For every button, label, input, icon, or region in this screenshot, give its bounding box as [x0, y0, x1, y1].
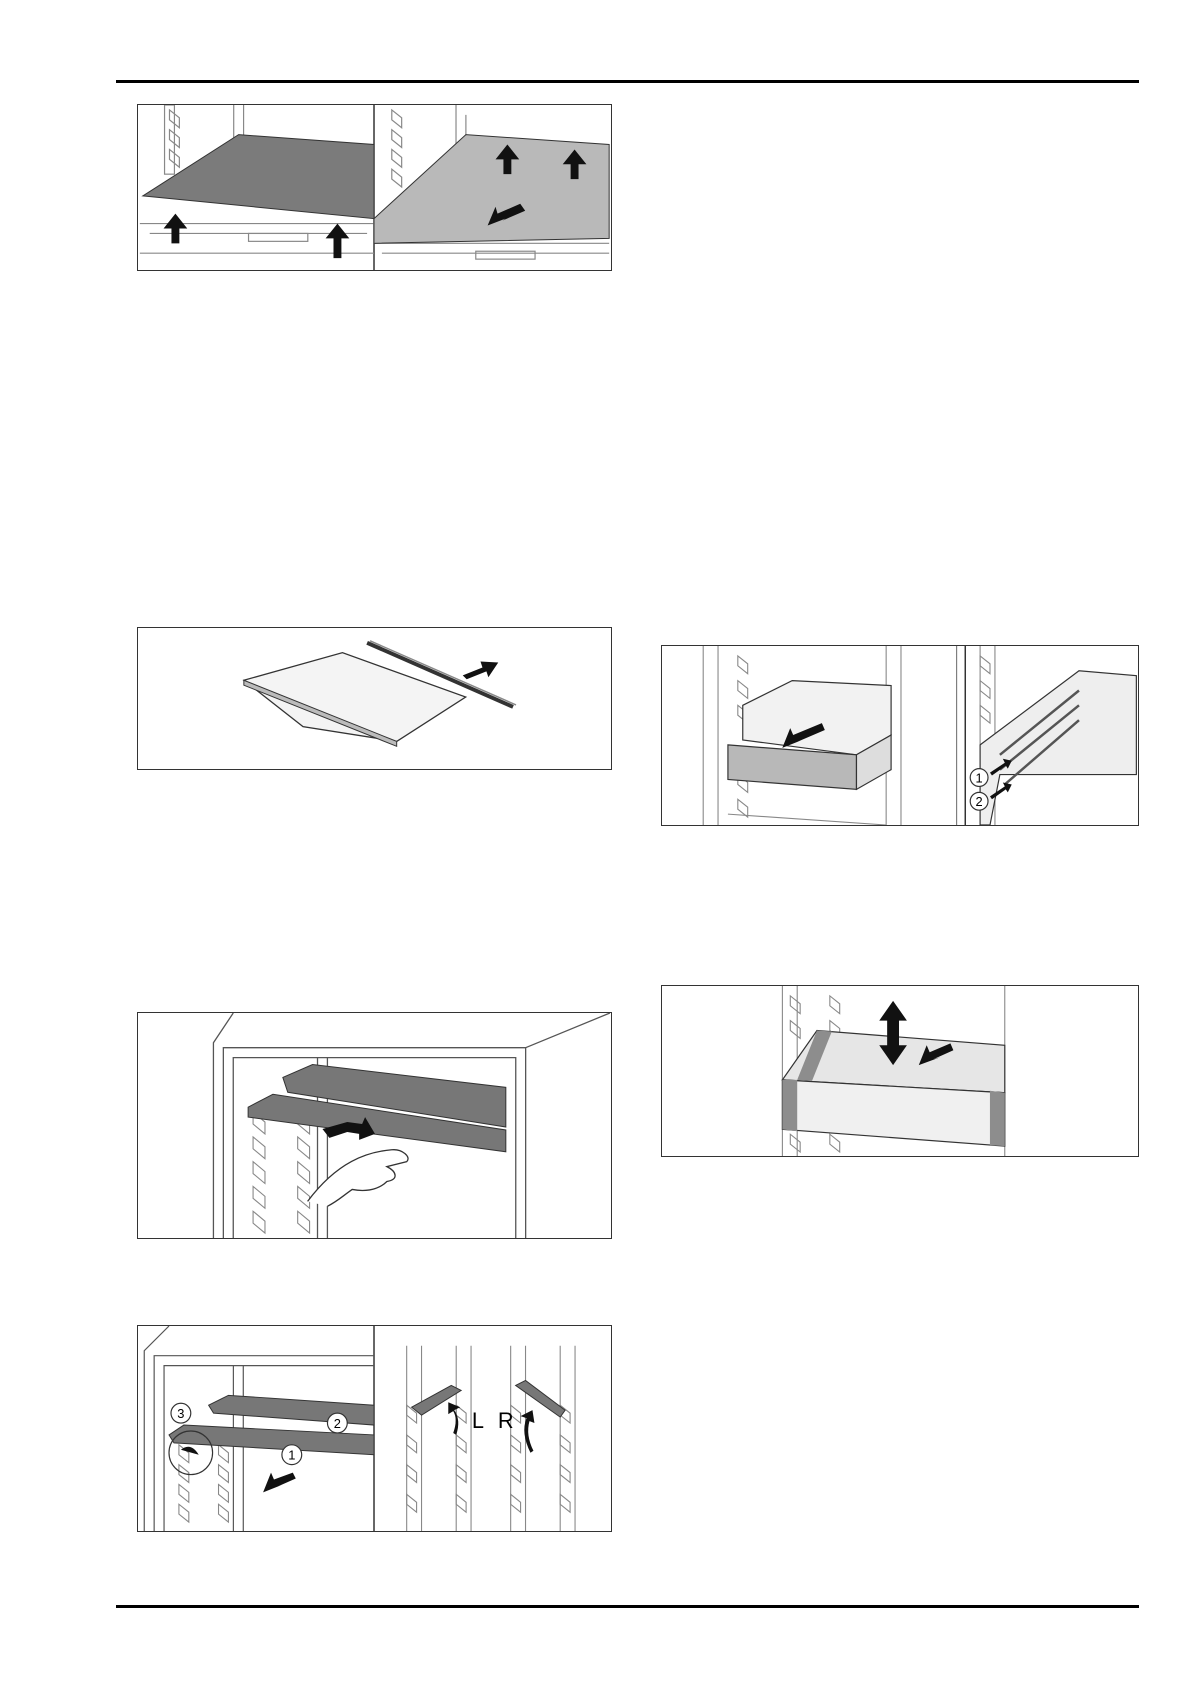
callout-2: [970, 792, 988, 810]
callout-1: [282, 1445, 302, 1465]
svg-text:1: 1: [975, 770, 983, 786]
figure-drawer-adjust: [661, 985, 1139, 1157]
shelf-lift-illustration: [138, 105, 611, 270]
curved-arrow-up-icon: [521, 1410, 535, 1453]
figure-drawer-remove: [661, 645, 1139, 826]
drawer-adjust-illustration: [662, 986, 1138, 1156]
arrow-up-icon: [164, 214, 350, 258]
svg-text:3: 3: [177, 1406, 185, 1422]
figure-shelf-remove: [137, 1325, 612, 1532]
callout-1: [970, 769, 988, 787]
header-rule: [116, 80, 1139, 83]
shelf-strip-illustration: [138, 628, 611, 769]
callout-3: [171, 1403, 191, 1423]
hand-illustration: [308, 1150, 408, 1207]
callout-2: [327, 1413, 347, 1433]
shelf-insert-illustration: [138, 1013, 611, 1238]
footer-rule: [116, 1605, 1139, 1608]
arrow-pull-icon: [263, 1473, 296, 1493]
svg-text:2: 2: [975, 794, 983, 810]
figure-shelf-strip: [137, 627, 612, 770]
arrow-right-icon: [463, 662, 498, 680]
figure-shelf-lift: [137, 104, 612, 271]
svg-text:1: 1: [288, 1447, 296, 1463]
label-r: R: [497, 1408, 514, 1434]
curved-arrow-up-icon: [448, 1402, 460, 1435]
figure-shelf-insert: [137, 1012, 612, 1239]
shelf-remove-illustration: [138, 1326, 611, 1531]
label-l: L: [471, 1408, 485, 1434]
svg-text:2: 2: [333, 1416, 341, 1432]
drawer-remove-illustration: [662, 646, 1138, 825]
